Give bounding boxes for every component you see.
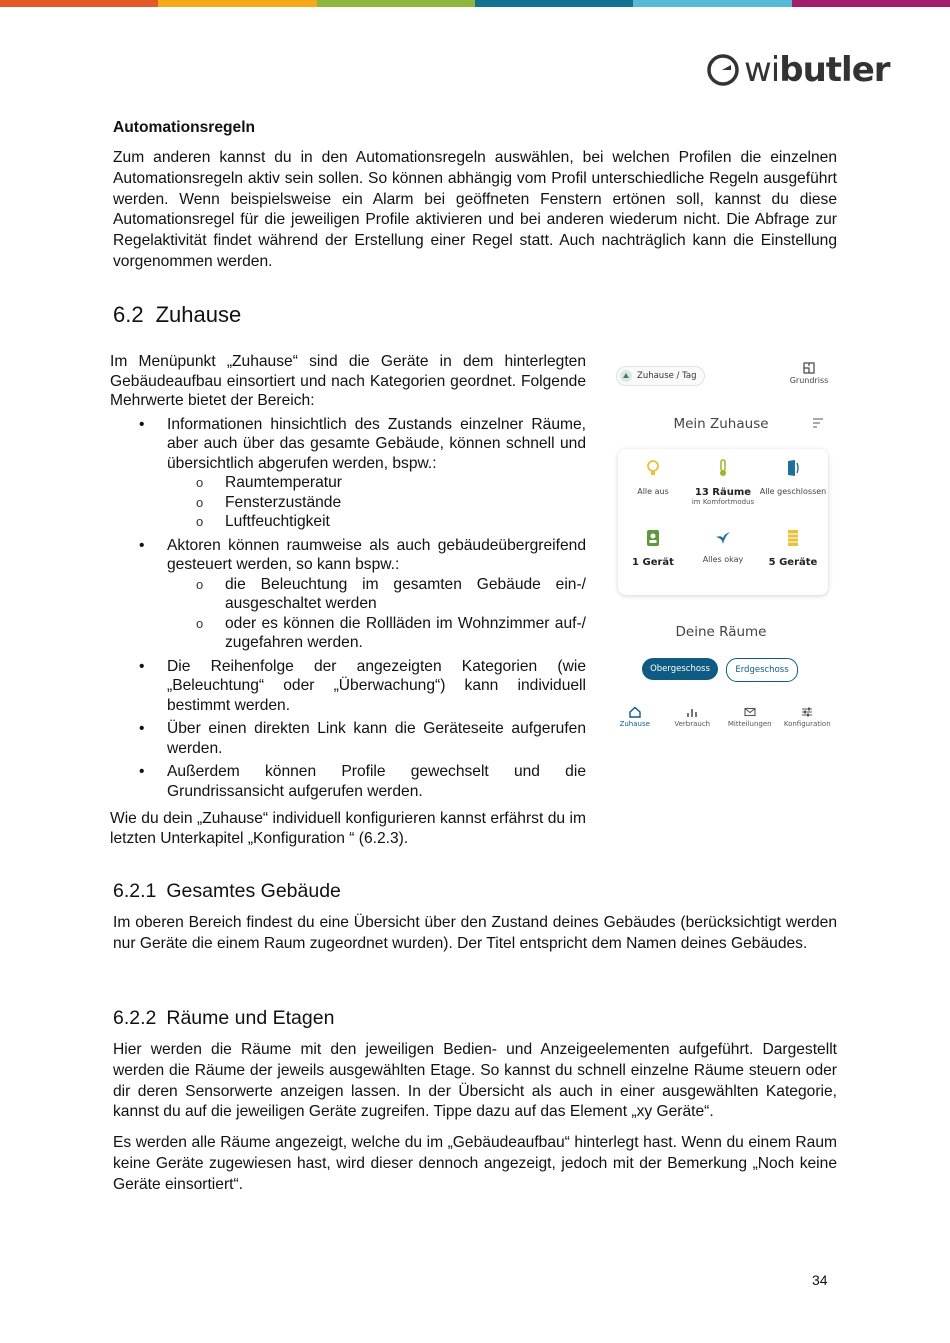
list-item: • Aktoren können raumweise als auch gebäudeübergreifend gesteuert werden, so kann bspw.: o die Beleuchtung im gesamten Gebäude ein-/ ausgeschaltet werden o oder es können die Rollläden im Wohnzimmer auf-/ zugefahren werden.	[110, 536, 586, 653]
list-item: • Informationen hinsichtlich des Zustands einzelner Räume, aber auch über das gesamte Gebäude, können schnell und übersichtlich abgerufen werden, bspw.: o Raumtemperatur o Fensterzustände o Luftfeuchtigkeit	[110, 415, 586, 532]
logo-prefix: wi	[744, 50, 780, 90]
color-bar-teal	[475, 0, 633, 7]
home-title: Mein Zuhause	[673, 416, 769, 432]
sub-list	[167, 575, 586, 653]
grundriss-label: Grundriss	[789, 376, 829, 385]
status-cell-security[interactable]	[618, 529, 688, 568]
section-number: 6.2.2	[113, 1007, 157, 1029]
automation-text: Zum anderen kannst du in den Automationsregeln auswählen, bei welchen Profilen die einzelnen Automationsregeln aktiv sein sollen. So können abhängig vom Profil unterschiedliche Regeln ausgeführt werden. Wenn beispielsweise ein Alarm bei geöffneten Fenstern ertönen soll, kannst du diese Automationsregel für die jeweiligen Profile aktivieren und bei anderen wiederum nicht. Die Abfrage zur Regelaktivität findet während der Erstellung einer Regel statt. Auch nachträglich kann die Einstellung vorgenommen werden.	[113, 149, 837, 270]
nav-verbrauch[interactable]	[664, 706, 722, 738]
zuhause-outro: Wie du dein „Zuhause“ individuell konfigurieren kannst erfährst du im letzten Unterkapitel „Konfiguration “ (6.2.3).	[110, 810, 586, 847]
section-title: Zuhause	[155, 302, 242, 327]
nav-zuhause[interactable]	[606, 706, 664, 738]
status-cell-doors[interactable]	[758, 459, 828, 496]
list-item: o Raumtemperatur	[167, 473, 586, 493]
logo-mark-icon	[706, 53, 740, 87]
nav-label: Mitteilungen	[727, 720, 772, 728]
zuhause-bullet-list	[110, 415, 586, 802]
profile-label: Zuhause / Tag	[637, 371, 697, 381]
list-item: o Luftfeuchtigkeit	[167, 512, 586, 532]
zuhause-heading	[113, 302, 837, 328]
mail-icon	[744, 706, 756, 718]
raeume-text-1: Hier werden die Räume mit den jeweiligen Bedien- und Anzeigeelementen aufgeführt. Dargestellt werden die Räume der jeweils ausgewählten Etage. So kannst du schnell einzelne Räume steuern oder dir deren Sensorwerte anzeigen lassen. In der Übersicht als auch in einer ausgewählten Kategorie, kannst du auf die jeweiligen Geräte zugreifen. Tippe dazu auf das Element „xy Geräte“.	[113, 1041, 837, 1121]
app-screenshot	[606, 356, 836, 738]
wibutler-logo	[706, 50, 890, 90]
list-item: • Über einen direkten Link kann die Geräteseite aufgerufen werden.	[110, 719, 586, 758]
floorplan-icon	[803, 362, 815, 374]
nav-mitteilungen[interactable]	[721, 706, 779, 738]
status-card	[618, 449, 828, 595]
status-label: 5 Geräte	[768, 557, 818, 568]
status-sublabel: im Komfortmodus	[691, 498, 755, 506]
list-item: • Außerdem können Profile gewechselt und die Grundrissansicht aufgerufen werden.	[110, 762, 586, 801]
page-number: 34	[812, 1272, 828, 1288]
shutter-icon	[787, 529, 799, 547]
zuhause-intro: Im Menüpunkt „Zuhause“ sind die Geräte in dem hinterlegten Gebäudeaufbau einsortiert und nach Kategorien geordnet. Folgende Mehrwerte bietet der Bereich:	[110, 353, 586, 409]
zuhause-text-column	[110, 352, 586, 848]
raeume-text-2: Es werden alle Räume angezeigt, welche du im „Gebäudeaufbau“ hinterlegt hast. Wenn du einem Raum keine Geräte zugewiesen hast, wird dieser dennoch angezeigt, jedoch mit der Bemerkung „Noch keine Geräte einsortiert“.	[113, 1134, 837, 1193]
status-label: 1 Gerät	[632, 557, 674, 568]
list-item: o die Beleuchtung im gesamten Gebäude ein-/ ausgeschaltet werden	[167, 575, 586, 614]
status-cell-climate[interactable]	[688, 459, 758, 506]
bottom-navigation	[606, 706, 836, 738]
status-cell-shutters[interactable]	[758, 529, 828, 568]
color-bar-orange	[0, 0, 158, 7]
home-icon	[629, 706, 641, 718]
grundriss-button[interactable]	[786, 362, 832, 385]
list-item: • Die Reihenfolge der angezeigten Kategorien (wie „Beleuchtung“ oder „Überwachung“) kann individuell bestimmt werden.	[110, 657, 586, 716]
bar-chart-icon	[686, 706, 698, 718]
lightbulb-icon	[645, 459, 661, 477]
sliders-icon	[801, 706, 813, 718]
nav-konfiguration[interactable]	[779, 706, 837, 738]
color-bar-green	[317, 0, 475, 7]
section-number: 6.2	[113, 302, 144, 327]
color-bar-yellow	[158, 0, 316, 7]
section-title: Gesamtes Gebäude	[166, 880, 341, 902]
status-cell-monitoring[interactable]	[688, 529, 758, 564]
raeume-section	[113, 1007, 837, 1196]
floor-tab-obergeschoss[interactable]: Obergeschoss	[642, 658, 718, 680]
list-item: o oder es können die Rollläden im Wohnzimmer auf-/ zugefahren werden.	[167, 614, 586, 653]
thermometer-icon	[717, 459, 729, 477]
rooms-title: Deine Räume	[675, 624, 767, 640]
color-bar-magenta	[792, 0, 950, 7]
floor-tab-erdgeschoss[interactable]: Erdgeschoss	[726, 658, 798, 682]
color-bar-lightblue	[633, 0, 791, 7]
status-label: Alle aus	[637, 487, 669, 496]
sort-icon[interactable]	[812, 418, 824, 428]
automation-section	[113, 119, 837, 273]
nav-label: Konfiguration	[783, 720, 831, 728]
section-number: 6.2.1	[113, 880, 157, 902]
status-label: Alles okay	[702, 555, 744, 564]
profile-icon	[620, 370, 632, 382]
bird-icon	[714, 529, 732, 547]
gesamt-section	[113, 880, 837, 955]
section-title: Räume und Etagen	[166, 1007, 335, 1029]
profile-pill[interactable]	[616, 366, 705, 386]
gesamt-text: Im oberen Bereich findest du eine Übersicht über den Zustand deines Gebäudes (berücksichtigt werden nur Geräte die einem Raum zugeordnet wurden). Der Titel entspricht dem Namen deines Gebäudes.	[113, 914, 837, 952]
logo-suffix: butler	[779, 50, 890, 90]
status-label: 13 Räume	[694, 487, 752, 498]
status-cell-light[interactable]	[618, 459, 688, 496]
status-label: Alle geschlossen	[759, 487, 827, 496]
door-icon	[786, 459, 800, 477]
nav-label: Zuhause	[619, 720, 650, 728]
color-bar	[0, 0, 950, 7]
automation-heading: Automationsregeln	[113, 119, 256, 136]
nav-label: Verbrauch	[674, 720, 711, 728]
list-item: o Fensterzustände	[167, 493, 586, 513]
contact-book-icon	[646, 529, 660, 547]
sub-list	[167, 473, 586, 532]
